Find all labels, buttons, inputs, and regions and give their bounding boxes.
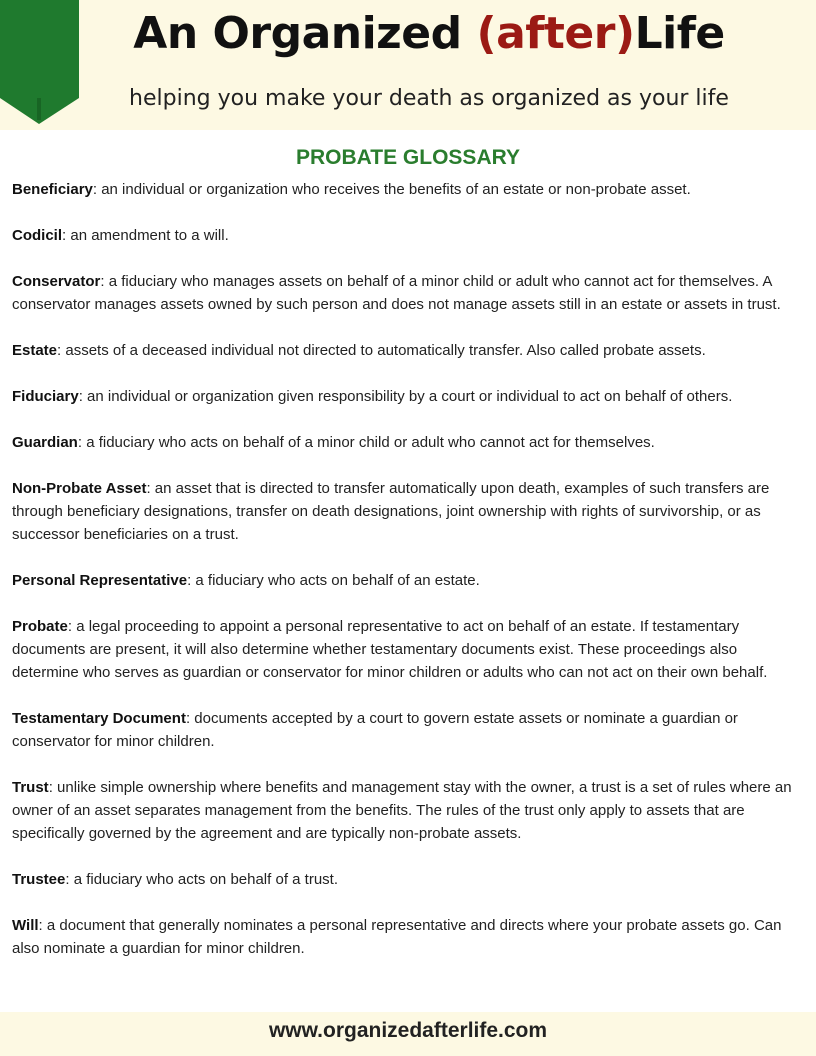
glossary-definition: : an individual or organization given responsibility by a court or individual to act on behalf of others. bbox=[78, 388, 733, 405]
glossary-list bbox=[12, 178, 804, 983]
glossary-term: Beneficiary bbox=[12, 181, 93, 198]
glossary-entry-will bbox=[12, 914, 804, 960]
glossary-term: Fiduciary bbox=[12, 388, 79, 405]
glossary-term: Estate bbox=[12, 342, 58, 359]
glossary-entry-guardian bbox=[12, 431, 804, 454]
glossary-definition: : an asset that is directed to transfer automatically upon death, examples of such transfers are through beneficiary designations, transfer on death designations, joint ownership with rights of survivorship, or as successor beneficiaries on a trust. bbox=[12, 480, 770, 543]
glossary-definition: : unlike simple ownership where benefits and management stay with the owner, a trust is a set of rules where an owner of an asset separates management from the benefits. The rules of the trust only apply to assets that are specifically governed by the agreement and are typically non-probate assets. bbox=[12, 779, 792, 842]
title-accent: (after) bbox=[476, 8, 635, 59]
glossary-definition: : a fiduciary who acts on behalf of an estate. bbox=[187, 572, 480, 589]
glossary-entry-trust bbox=[12, 776, 804, 845]
glossary-definition: : a legal proceeding to appoint a personal representative to act on behalf of an estate. If testamentary documents are present, it will also determine whether testamentary documents exist. These proceedings also determine who serves as guardian or conservator for minor children or adults who can not act on their own behalf. bbox=[12, 618, 768, 681]
glossary-definition: : documents accepted by a court to govern estate assets or nominate a guardian or conservator for minor children. bbox=[12, 710, 738, 750]
glossary-term: Non-Probate Asset bbox=[12, 480, 147, 497]
glossary-term: Testamentary Document bbox=[12, 710, 186, 727]
glossary-entry-non-probate-asset bbox=[12, 477, 804, 546]
page-title bbox=[0, 8, 816, 59]
glossary-entry-probate bbox=[12, 615, 804, 684]
glossary-definition: : an amendment to a will. bbox=[62, 227, 229, 244]
glossary-definition: : a fiduciary who acts on behalf of a trust. bbox=[65, 871, 339, 888]
glossary-term: Will bbox=[12, 917, 39, 934]
glossary-entry-conservator bbox=[12, 270, 804, 316]
glossary-definition: : a fiduciary who manages assets on behalf of a minor child or adult who cannot act for themselves. A conservator manages assets owned by such person and does not manage assets still in an estate or assets in trust. bbox=[12, 273, 781, 313]
title-part-1: An Organized bbox=[133, 8, 477, 59]
glossary-heading: PROBATE GLOSSARY bbox=[295, 146, 521, 169]
glossary-entry-estate bbox=[12, 339, 804, 362]
glossary-term: Personal Representative bbox=[12, 572, 188, 589]
glossary-entry-fiduciary bbox=[12, 385, 804, 408]
glossary-definition: : a document that generally nominates a personal representative and directs where your probate assets go. Can also nominate a guardian for minor children. bbox=[12, 917, 782, 957]
glossary-term: Codicil bbox=[12, 227, 63, 244]
glossary-term: Probate bbox=[12, 618, 68, 635]
glossary-entry-beneficiary bbox=[12, 178, 804, 201]
page-subtitle: helping you make your death as organized as your life bbox=[129, 86, 729, 111]
glossary-entry-codicil bbox=[12, 224, 804, 247]
glossary-term: Conservator bbox=[12, 273, 101, 290]
glossary-term: Guardian bbox=[12, 434, 78, 451]
website-url: www.organizedafterlife.com bbox=[268, 1019, 548, 1042]
glossary-term: Trust bbox=[12, 779, 49, 796]
glossary-term: Trustee bbox=[12, 871, 66, 888]
title-part-2: Life bbox=[634, 8, 725, 59]
glossary-entry-trustee bbox=[12, 868, 804, 891]
header-banner bbox=[0, 0, 816, 130]
glossary-entry-testamentary-document bbox=[12, 707, 804, 753]
glossary-definition: : an individual or organization who receives the benefits of an estate or non-probate asset. bbox=[92, 181, 691, 198]
footer-banner bbox=[0, 1012, 816, 1056]
glossary-definition: : assets of a deceased individual not directed to automatically transfer. Also called probate assets. bbox=[57, 342, 706, 359]
glossary-definition: : a fiduciary who acts on behalf of a minor child or adult who cannot act for themselves. bbox=[77, 434, 655, 451]
glossary-entry-personal-representative bbox=[12, 569, 804, 592]
